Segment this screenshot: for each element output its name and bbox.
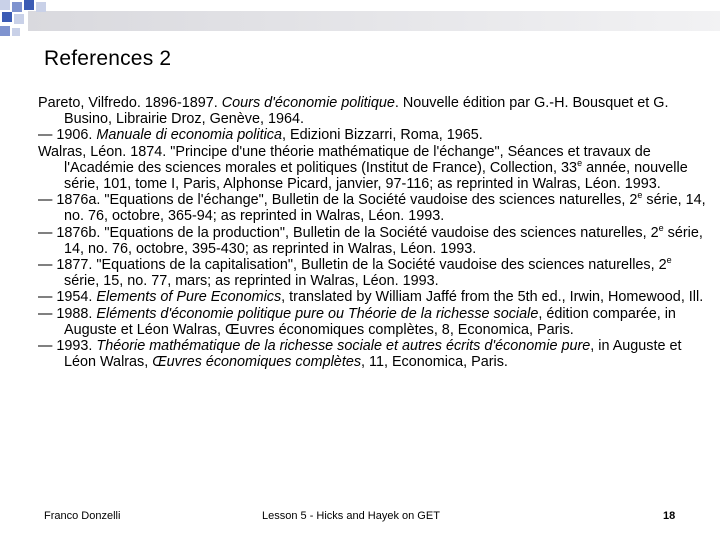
header-stripe — [28, 11, 720, 31]
reference-text: — 1954. — [38, 289, 97, 306]
reference-entry — [38, 95, 710, 127]
reference-text: — 1876b. "Equations de la production", Bulletin de la Société vaudoise des sciences naturelles, 2 — [38, 224, 659, 241]
reference-text: . Nouvelle édition par G.-H. Bousquet et G. Busino, Librairie Droz, Genève, 1964. — [64, 95, 669, 128]
reference-text: Pareto, Vilfredo. 1896-1897. — [38, 95, 222, 111]
reference-list — [38, 95, 710, 370]
deco-square — [12, 28, 20, 36]
reference-text: — 1906. — [38, 127, 97, 144]
reference-entry — [38, 338, 710, 370]
reference-text: année, nouvelle série, 101, tome I, Paris, Alphonse Picard, janvier, 97-116; as reprinted in Walras, Léon. 1993. — [64, 159, 688, 193]
deco-square — [36, 2, 46, 12]
corner-squares-decoration — [0, 0, 720, 40]
reference-text: — 1993. — [38, 338, 97, 355]
reference-text: , in Auguste et Léon Walras, — [64, 338, 682, 371]
reference-text: e — [577, 158, 583, 169]
reference-text: , Edizioni Bizzarri, Roma, 1965. — [282, 127, 483, 144]
reference-entry — [38, 306, 710, 338]
slide-title: References 2 — [44, 47, 172, 70]
deco-square — [14, 14, 24, 24]
reference-text: série, 14, no. 76, octobre, 395-430; as reprinted in Walras, Léon. 1993. — [64, 224, 703, 257]
reference-title: Eléments d'économie politique pure ou Théorie de la richesse sociale — [96, 305, 539, 322]
reference-title: Elements of Pure Economics — [96, 289, 282, 306]
footer-lesson: Lesson 5 - Hicks and Hayek on GET — [262, 510, 440, 522]
reference-text: e — [658, 222, 664, 233]
reference-text: , translated by William Jaffé from the 5th ed., Irwin, Homewood, Ill. — [281, 289, 704, 306]
reference-text: , 11, Economica, Paris. — [361, 354, 508, 371]
deco-square — [2, 12, 12, 22]
deco-square — [12, 2, 22, 12]
reference-text: — 1988. — [38, 305, 97, 322]
deco-square — [0, 0, 10, 10]
reference-title: Théorie mathématique de la richesse sociale et autres écrits d'économie pure — [96, 338, 591, 355]
reference-title: Œuvres économiques complètes — [152, 354, 362, 371]
footer-author: Franco Donzelli — [44, 510, 121, 522]
reference-entry — [38, 222, 710, 257]
reference-text: , édition comparée, in Auguste et Léon Walras, Œuvres économiques complètes, 8, Economica, Paris. — [64, 305, 676, 338]
deco-square — [24, 0, 34, 10]
deco-square — [0, 26, 10, 36]
reference-title: Manuale di economia politica — [96, 127, 282, 144]
reference-entry — [38, 192, 710, 224]
reference-text: série, 14, no. 76, octobre, 365-94; as reprinted in Walras, Léon. 1993. — [64, 192, 706, 225]
reference-entry — [38, 127, 710, 143]
reference-text: série, 15, no. 77, mars; as reprinted in Walras, Léon. 1993. — [64, 273, 439, 290]
reference-entry — [38, 257, 710, 289]
reference-entry — [38, 289, 710, 305]
reference-entry — [38, 144, 710, 193]
reference-text: e — [637, 190, 643, 201]
reference-text: — 1876a. "Equations de l'échange", Bulletin de la Société vaudoise des sciences naturelles, 2 — [38, 192, 638, 209]
reference-text: e — [666, 255, 672, 266]
reference-title: Cours d'économie politique — [221, 95, 395, 111]
page-number: 18 — [663, 510, 676, 522]
reference-text: Walras, Léon. 1874. "Principe d'une théorie mathématique de l'échange", Séances et travaux de l'Académie des sciences morales et politiques (Institut de France), Collection, 33 — [38, 143, 651, 176]
reference-text: — 1877. "Equations de la capitalisation", Bulletin de la Société vaudoise des sciences naturelles, 2 — [38, 257, 667, 274]
